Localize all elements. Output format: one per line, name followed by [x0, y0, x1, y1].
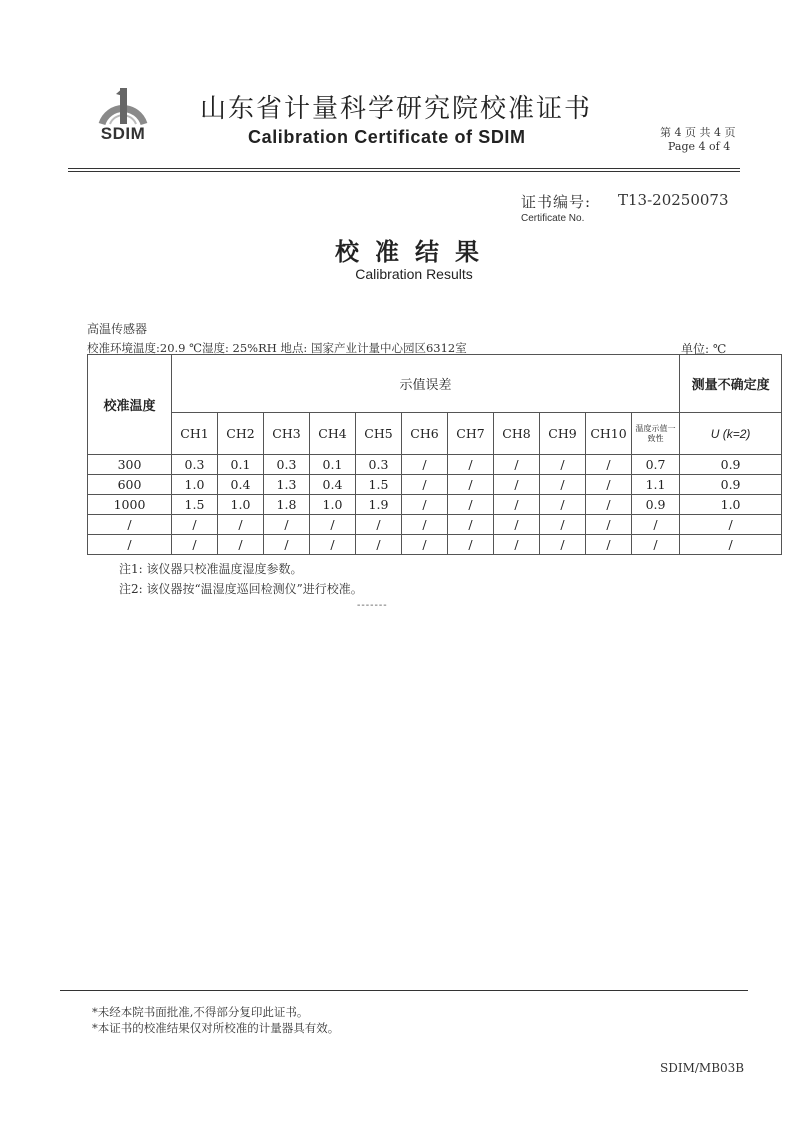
table-cell: /: [88, 535, 172, 555]
table-cell: /: [310, 535, 356, 555]
section-title-cn: 校准结果: [335, 238, 495, 266]
table-cell: 1000: [88, 495, 172, 515]
table-cell: 1.8: [264, 495, 310, 515]
table-row: [88, 515, 782, 535]
table-cell: 0.9: [680, 455, 782, 475]
header-consistency: 温度示值一致性: [632, 413, 680, 455]
header-uncertainty: 测量不确定度: [680, 355, 782, 413]
table-cell: 1.5: [356, 475, 402, 495]
table-cell: 0.9: [632, 495, 680, 515]
table-row: [88, 455, 782, 475]
table-cell: 1.0: [310, 495, 356, 515]
table-cell: /: [632, 535, 680, 555]
table-cell: 0.3: [172, 455, 218, 475]
sensor-name: 高温传感器: [87, 322, 148, 336]
footer-disclaimer-2: *本证书的校准结果仅对所校准的计量器具有效。: [92, 1021, 340, 1035]
institute-title-en: Calibration Certificate of SDIM: [248, 127, 526, 147]
table-cell: 1.5: [172, 495, 218, 515]
header-ch4: CH4: [310, 413, 356, 455]
table-cell: /: [540, 535, 586, 555]
page-indicator-en: Page 4 of 4: [668, 140, 731, 153]
table-cell: 0.4: [310, 475, 356, 495]
table-header-row: [88, 355, 782, 413]
table-cell: /: [494, 535, 540, 555]
table-cell: /: [586, 495, 632, 515]
table-cell: 1.3: [264, 475, 310, 495]
header-rule: [68, 168, 740, 169]
header-ch7: CH7: [448, 413, 494, 455]
logo-text: SDIM: [100, 124, 146, 143]
table-cell: 0.3: [264, 455, 310, 475]
footer-disclaimer-1: *未经本院书面批准,不得部分复印此证书。: [92, 1005, 309, 1019]
table-cell: /: [448, 455, 494, 475]
table-cell: /: [264, 515, 310, 535]
table-cell: /: [586, 475, 632, 495]
table-cell: /: [448, 535, 494, 555]
table-cell: 300: [88, 455, 172, 475]
table-cell: 600: [88, 475, 172, 495]
table-cell: 1.1: [632, 475, 680, 495]
table-row: [88, 495, 782, 515]
table-cell: /: [540, 455, 586, 475]
table-cell: 0.1: [218, 455, 264, 475]
table-cell: /: [680, 535, 782, 555]
table-cell: /: [586, 535, 632, 555]
environment-conditions: 校准环境温度:20.9 ℃湿度: 25%RH 地点: 国家产业计量中心园区6312室: [87, 341, 467, 355]
certificate-label-en: Certificate No.: [521, 213, 585, 224]
table-cell: 0.7: [632, 455, 680, 475]
table-cell: /: [494, 475, 540, 495]
footer-rule: [60, 990, 748, 991]
table-cell: /: [310, 515, 356, 535]
header-ch6: CH6: [402, 413, 448, 455]
section-title-en: Calibration Results: [355, 266, 473, 282]
header-rule-secondary: [68, 171, 740, 172]
header-ch8: CH8: [494, 413, 540, 455]
table-cell: 0.1: [310, 455, 356, 475]
header-indication-error: 示值误差: [172, 355, 680, 413]
table-subheader-row: [88, 413, 782, 455]
table-cell: /: [494, 455, 540, 475]
page-indicator-cn: 第 4 页 共 4 页: [660, 126, 736, 139]
table-cell: /: [632, 515, 680, 535]
header-ch5: CH5: [356, 413, 402, 455]
header-calibration-temp: 校准温度: [88, 355, 172, 455]
table-cell: /: [448, 475, 494, 495]
header-ch2: CH2: [218, 413, 264, 455]
table-cell: /: [402, 535, 448, 555]
table-cell: 1.0: [172, 475, 218, 495]
note-2: 注2: 该仪器按“温湿度巡回检测仪”进行校准。: [119, 582, 363, 596]
end-mark: -------: [357, 600, 388, 611]
table-cell: /: [402, 495, 448, 515]
table-row: [88, 535, 782, 555]
table-cell: /: [586, 515, 632, 535]
table-cell: 0.3: [356, 455, 402, 475]
certificate-label-cn: 证书编号:: [521, 193, 592, 211]
table-cell: /: [448, 495, 494, 515]
form-code: SDIM/MB03B: [660, 1061, 745, 1075]
header-ch9: CH9: [540, 413, 586, 455]
table-cell: /: [356, 515, 402, 535]
table-row: [88, 475, 782, 495]
institute-title-cn: 山东省计量科学研究院校准证书: [200, 94, 593, 124]
calibration-results-table: [87, 354, 782, 555]
table-cell: /: [88, 515, 172, 535]
table-cell: 1.0: [680, 495, 782, 515]
unit-label: 单位: ℃: [681, 342, 727, 356]
table-cell: /: [264, 535, 310, 555]
table-cell: /: [494, 495, 540, 515]
table-cell: /: [356, 535, 402, 555]
table-cell: /: [218, 535, 264, 555]
table-cell: /: [218, 515, 264, 535]
header-ch3: CH3: [264, 413, 310, 455]
table-cell: /: [448, 515, 494, 535]
table-cell: 1.9: [356, 495, 402, 515]
table-cell: /: [402, 515, 448, 535]
table-cell: 0.9: [680, 475, 782, 495]
table-cell: 0.4: [218, 475, 264, 495]
certificate-number: T13-20250073: [618, 191, 729, 209]
table-cell: /: [680, 515, 782, 535]
table-cell: /: [402, 455, 448, 475]
table-cell: /: [540, 515, 586, 535]
header-ch10: CH10: [586, 413, 632, 455]
table-cell: /: [540, 475, 586, 495]
table-cell: /: [172, 535, 218, 555]
header-uk: U (k=2): [680, 413, 782, 455]
table-cell: /: [586, 455, 632, 475]
table-cell: /: [494, 515, 540, 535]
header-ch1: CH1: [172, 413, 218, 455]
table-cell: /: [402, 475, 448, 495]
table-cell: /: [172, 515, 218, 535]
note-1: 注1: 该仪器只校准温度湿度参数。: [119, 562, 303, 576]
table-cell: 1.0: [218, 495, 264, 515]
table-cell: /: [540, 495, 586, 515]
